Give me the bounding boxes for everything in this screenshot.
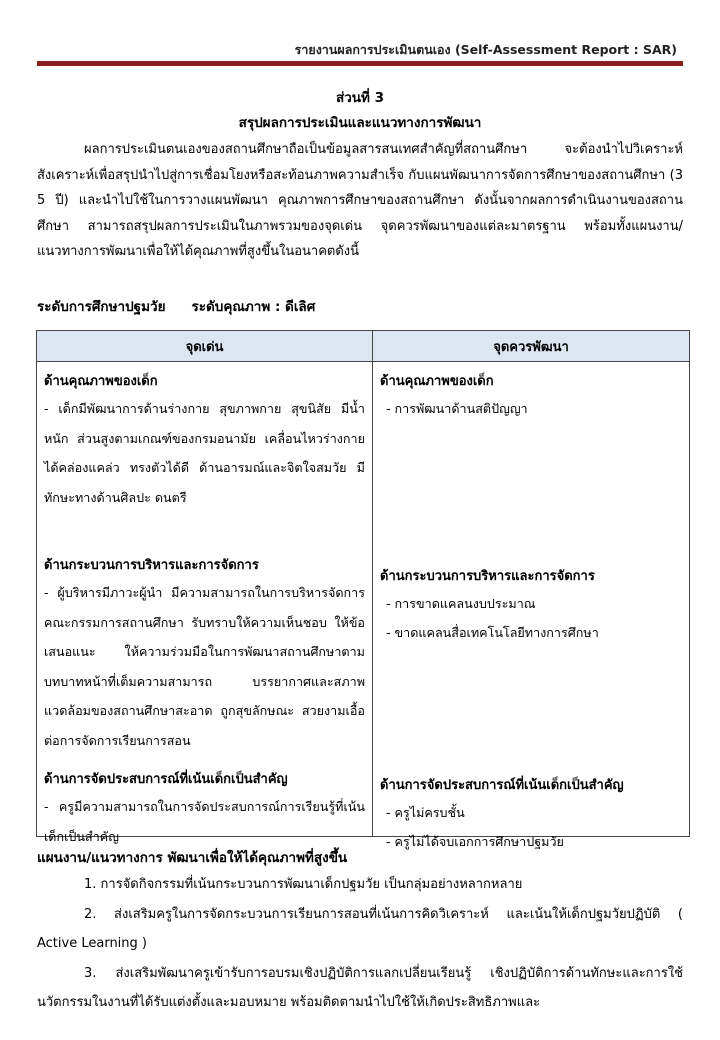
level-line [37, 295, 315, 317]
strength-block [44, 370, 365, 512]
report-header-title: รายงานผลการประเมินตนเอง (Self-Assessment Report : SAR) [294, 42, 677, 57]
improvement-block [380, 370, 682, 423]
summary-table [36, 330, 690, 849]
strength-heading: ด้านการจัดประสบการณ์ที่เน้นเด็กเป็นสำคัญ [44, 772, 288, 787]
section-number: ส่วนที่ 3 [335, 90, 385, 106]
improvement-heading: ด้านคุณภาพของเด็ก [380, 374, 494, 389]
strength-text: - เด็กมีพัฒนาการด้านร่างกาย สุขภาพกาย สุขนิสัย มีน้ำหนัก ส่วนสูงตามเกณฑ์ของกรมอนามัย เคลื่อนไหวร่างกายได้คล่องแคล่ว ทรงตัวได้ดี ด้านอารมณ์และจิตใจสมวัย มีทักษะทางด้านศิลปะ ดนตรี [44, 401, 365, 505]
plan-item: 2. ส่งเสริมครูในการจัดกระบวนการเรียนการสอนที่เน้นการคิดวิเคราะห์ และเน้นให้เด็กปฐมวัยปฏิบัติ ( Active Learning ) [37, 906, 683, 951]
improvement-item: - ขาดแคลนสื่อเทคโนโลยีทางการศึกษา [386, 625, 599, 640]
improvement-heading: ด้านกระบวนการบริหารและการจัดการ [380, 569, 595, 584]
quality-level: ระดับคุณภาพ : ดีเลิศ [191, 299, 316, 315]
plan-list [37, 870, 683, 1018]
improvement-item: - การขาดแคลนงบประมาณ [386, 596, 536, 611]
strength-block [44, 768, 365, 851]
plan-item: 3. ส่งเสริมพัฒนาครูเข้ารับการอบรมเชิงปฏิบัติการแลกเปลี่ยนเรียนรู้ เชิงปฏิบัติการด้านทักษะและการใช้นวัตกรรมในงานที่ได้รับแต่งตั้งและมอบหมาย พร้อมติดตามนำไปใช้ให้เกิดประสิทธิภาพและ [37, 965, 683, 1010]
strength-heading: ด้านคุณภาพของเด็ก [44, 374, 158, 389]
improvement-item: - ครูไม่ได้จบเอกการศึกษาปฐมวัย [386, 834, 564, 849]
improvement-heading: ด้านการจัดประสบการณ์ที่เน้นเด็กเป็นสำคัญ [380, 778, 624, 793]
strength-text: - ผู้บริหารมีภาวะผู้นำ มีความสามารถในการบริหารจัดการ คณะกรรมการสถานศึกษา รับทราบให้ความเห็นชอบ ให้ข้อเสนอแนะ ให้ความร่วมมือในการพัฒนาสถานศึกษาตามบทบาทหน้าที่เต็มความสามารถ บรรยากาศและสภาพแวดล้อมของสถานศึกษาสะอาด ถูกสุขลักษณะ สวยงามเอื้อต่อการจัดการเรียนการสอน [44, 585, 365, 748]
improvements-column-header: จุดควรพัฒนา [373, 331, 690, 362]
improvement-item: - การพัฒนาด้านสติปัญญา [386, 401, 528, 416]
improvement-item: - ครูไม่ครบชั้น [386, 805, 465, 820]
strength-text: - ครูมีความสามารถในการจัดประสบการณ์การเรียนรู้ที่เน้นเด็กเป็นสำคัญ [44, 799, 365, 844]
improvements-cell [373, 362, 690, 849]
header-divider [37, 61, 683, 66]
intro-paragraph: ผลการประเมินตนเองของสถานศึกษาถือเป็นข้อมูลสารสนเทศสำคัญที่สถานศึกษา จะต้องนำไปวิเคราะห์ สังเคราะห์เพื่อสรุปนำไปสู่การเชื่อมโยงหรือสะท้อนภาพความสำเร็จ กับแผนพัฒนาการจัดการศึกษาของสถานศึกษา (3 5 ปี) และนำไปใช้ในการวางแผนพัฒนา คุณภาพการศึกษาของสถานศึกษา ดังนั้นจากผลการดำเนินงานของสถานศึกษา สามารถสรุปผลการประเมินในภาพรวมของจุดเด่น จุดควรพัฒนาของแต่ละมาตรฐาน พร้อมทั้งแผนงาน/แนวทางการพัฒนาเพื่อให้ได้คุณภาพที่สูงขึ้นในอนาคตดังนี้ [37, 142, 683, 259]
plan-item: 1. การจัดกิจกรรมที่เน้นกระบวนการพัฒนาเด็กปฐมวัย เป็นกลุ่มอย่างหลากหลาย [84, 877, 523, 892]
strength-heading: ด้านกระบวนการบริหารและการจัดการ [44, 558, 259, 573]
section-title: สรุปผลการประเมินและแนวทางการพัฒนา [238, 115, 482, 131]
strengths-column-header: จุดเด่น [37, 331, 373, 362]
improvement-block [380, 774, 682, 856]
plan-title: แผนงาน/แนวทางการ พัฒนาเพื่อให้ได้คุณภาพที่สูงขึ้น [37, 850, 348, 866]
improvement-block [380, 565, 682, 647]
strength-block [44, 554, 365, 755]
strengths-cell [37, 362, 373, 844]
education-level: ระดับการศึกษาปฐมวัย [37, 299, 166, 315]
